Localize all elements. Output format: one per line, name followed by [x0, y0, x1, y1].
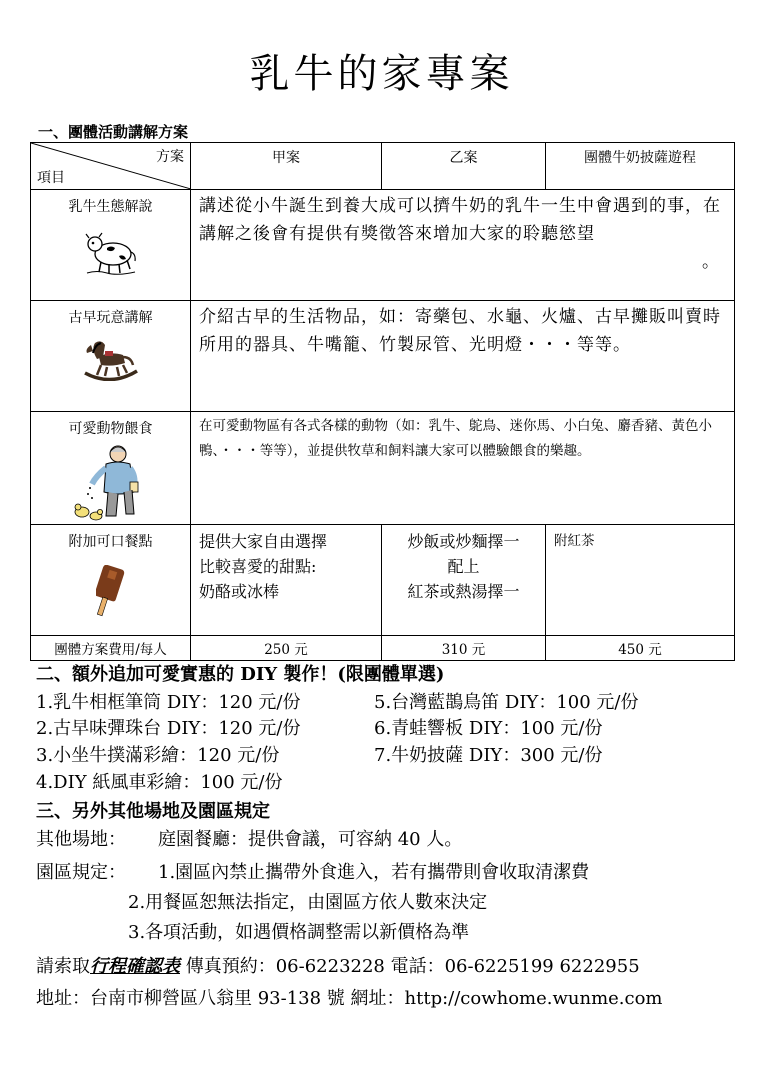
row-description: 介紹古早的生活物品，如：寄藥包、水龜、火爐、古早攤販叫賣時所用的器具、牛嘴籠、竹製尿管、光明燈・・・等等。 [191, 301, 735, 412]
rocking-horse-icon [83, 337, 139, 381]
snack-plan-b: 炒飯或炒麵擇一 配上 紅茶或熱湯擇一 [382, 525, 546, 636]
plan-b-header: 乙案 [382, 143, 546, 190]
rule-item: 2.用餐區恕無法指定，由園區方依人數來決定 [128, 892, 488, 913]
diy-item: 5.台灣藍鵲鳥笛 DIY：100 元/份 [374, 692, 639, 713]
table-row [31, 301, 735, 412]
item-cell [31, 190, 191, 301]
rule-item: 3.各項活動，如遇價格調整需以新價格為準 [128, 922, 470, 943]
section3-heading: 三、另外其他場地及園區規定 [36, 801, 270, 822]
feeding-chicks-icon [72, 442, 150, 524]
rules-label: 園區規定： [36, 862, 126, 883]
fee-plan-b: 310 元 [382, 636, 546, 661]
item-cell [31, 412, 191, 525]
item-label: 可愛動物餵食 [68, 421, 153, 437]
venue-text: 庭園餐廳：提供會議，可容納 40 人。 [158, 829, 463, 850]
diy-item: 3.小坐牛撲滿彩繪：120 元/份 [36, 745, 280, 766]
rule-item: 1.園區內禁止攜帶外食進入，若有攜帶則會收取清潔費 [158, 862, 590, 883]
snack-plan-a: 提供大家自由選擇 比較喜愛的甜點: 奶酪或冰棒 [191, 525, 382, 636]
item-label: 古早玩意講解 [68, 310, 153, 326]
corner-plan-label: 方案 [156, 149, 184, 165]
row-description: 在可愛動物區有各式各樣的動物（如：乳牛、鴕鳥、迷你馬、小白兔、麝香豬、黃色小鴨、・・・等等），並提供牧草和飼料讓大家可以體驗餵食的樂趣。 [191, 412, 735, 525]
page-title: 乳牛的家專案 [249, 51, 514, 97]
contact-prefix: 請索取 [36, 956, 90, 977]
cow-icon [85, 226, 137, 276]
contact-line [36, 952, 640, 978]
address-line: 地址：台南市柳營區八翁里 93-138 號 網址：http://cowhome.wunme.com [36, 988, 663, 1009]
fee-label: 團體方案費用/每人 [31, 636, 191, 661]
item-cell [31, 301, 191, 412]
corner-cell [31, 143, 191, 190]
venue-label: 其他場地： [36, 829, 126, 850]
snack-plan-c: 附紅茶 [546, 525, 735, 636]
fee-plan-a: 250 元 [191, 636, 382, 661]
diy-item: 2.古早味彈珠台 DIY：120 元/份 [36, 718, 301, 739]
diy-item: 6.青蛙響板 DIY：100 元/份 [374, 718, 603, 739]
itinerary-form-link: 行程確認表 [90, 956, 180, 977]
fee-row [31, 636, 735, 661]
item-label: 附加可口餐點 [68, 534, 153, 550]
table-header-row [31, 143, 735, 190]
item-label: 乳牛生態解說 [68, 199, 153, 215]
plan-table [30, 142, 735, 661]
table-row [31, 525, 735, 636]
plan-c-header: 團體牛奶披薩遊程 [546, 143, 735, 190]
diy-item: 7.牛奶披薩 DIY：300 元/份 [374, 745, 603, 766]
table-row [31, 412, 735, 525]
item-cell [31, 525, 191, 636]
row-description: 講述從小牛誕生到養大成可以擠牛奶的乳牛一生中會遇到的事，在講解之後會有提供有獎徵答來增加大家的聆聽慾望 。 [191, 190, 735, 301]
diy-item: 4.DIY 紙風車彩繪：100 元/份 [36, 772, 283, 793]
popsicle-icon [96, 565, 126, 621]
fax-phone: 傳真預約：06-6223228 電話：06-6225199 6222955 [185, 956, 640, 977]
table-row [31, 190, 735, 301]
section1-heading: 一、團體活動講解方案 [38, 123, 189, 141]
corner-item-label: 項目 [37, 170, 65, 186]
diy-item: 1.乳牛相框筆筒 DIY：120 元/份 [36, 692, 301, 713]
plan-a-header: 甲案 [191, 143, 382, 190]
fee-plan-c: 450 元 [546, 636, 735, 661]
section2-heading: 二、額外追加可愛實惠的 DIY 製作！(限團體單選) [36, 664, 445, 685]
